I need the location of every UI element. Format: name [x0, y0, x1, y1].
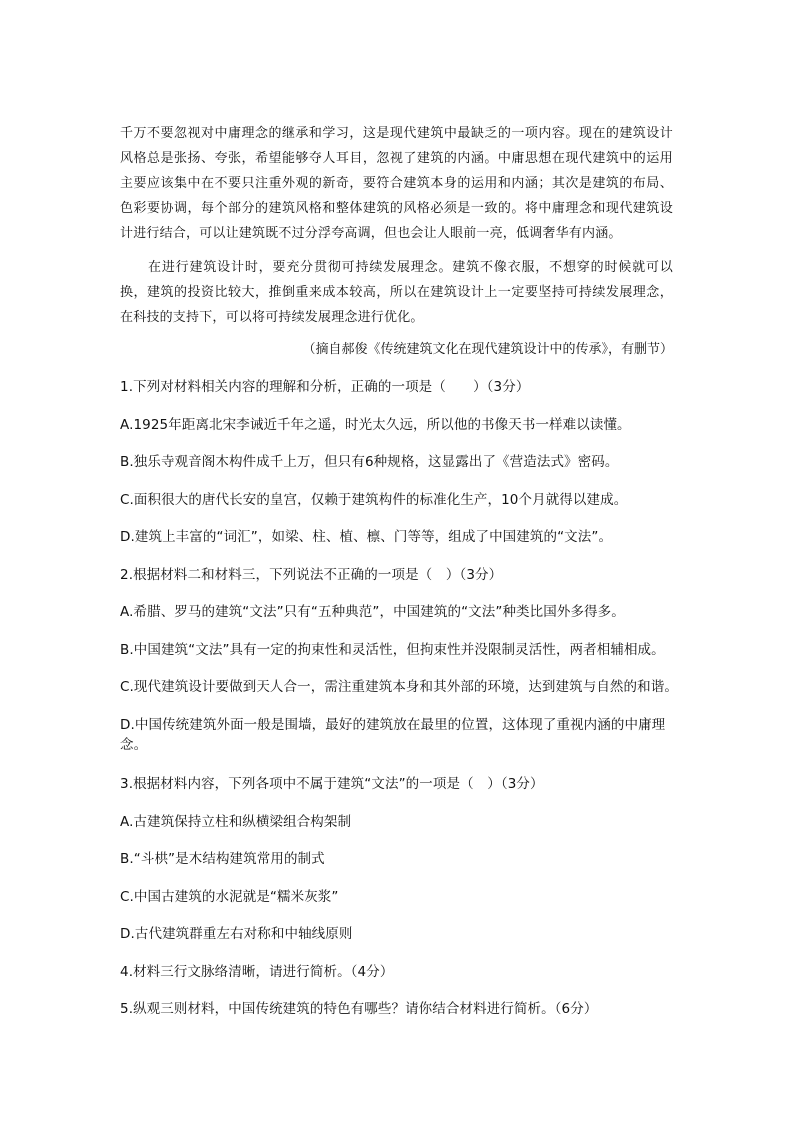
- question-3-option-a: A.古建筑保持立柱和纵横梁组合构架制: [120, 814, 352, 830]
- question-1-option-c: C.面积很大的唐代长安的皇宫，仅赖于建筑构件的标准化生产，10个月就得以建成。: [120, 492, 628, 508]
- question-1-stem: 1.下列对材料相关内容的理解和分析，正确的一项是（ ）（3分）: [120, 379, 530, 395]
- question-1-option-a: A.1925年距离北宋李诫近千年之遥，时光太久远，所以他的书像天书一样难以读懂。: [120, 417, 631, 433]
- question-2-option-a: A.希腊、罗马的建筑“文法”只有“五种典范”，中国建筑的“文法”种类比国外多得多。: [120, 604, 625, 620]
- question-3-option-b: B.“斗栱”是木结构建筑常用的制式: [120, 851, 325, 867]
- question-2-option-d: D.中国传统建筑外面一般是围墙，最好的建筑放在最里的位置，这体现了重视内涵的中庸理念。: [120, 717, 666, 753]
- question-2-option-c: C.现代建筑设计要做到天人合一，需注重建筑本身和其外部的环境，达到建筑与自然的和谐。: [120, 679, 678, 695]
- question-2-stem: 2.根据材料二和材料三，下列说法不正确的一项是（ ）（3分）: [120, 567, 503, 583]
- question-3-option-d: D.古代建筑群重左右对称和中轴线原则: [120, 926, 353, 942]
- passage-paragraph-1: 千万不要忽视对中庸理念的继承和学习，这是现代建筑中最缺乏的一项内容。现在的建筑设计风格总是张扬、夸张，希望能够夺人耳目，忽视了建筑的内涵。中庸思想在现代建筑中的运用主要应该集中在不要只注重外观的新奇，要符合建筑本身的运用和内涵；其次是建筑的布局、色彩要协调，每个部分的建筑风格和整体建筑的风格必须是一致的。将中庸理念和现代建筑设计进行结合，可以让建筑既不过分浮夸高调，但也会让人眼前一亮，低调奢华有内涵。: [120, 126, 673, 241]
- question-4-stem: 4.材料三行文脉络清晰，请进行简析。（4分）: [120, 964, 394, 980]
- question-1-option-b: B.独乐寺观音阁木构件成千上万，但只有6种规格，这显露出了《营造法式》密码。: [120, 454, 619, 470]
- question-2-option-b: B.中国建筑“文法”具有一定的拘束性和灵活性，但拘束性并没限制灵活性，两者相辅相成。: [120, 642, 665, 658]
- passage-paragraph-2: 在进行建筑设计时，要充分贯彻可持续发展理念。建筑不像衣服，不想穿的时候就可以换，建筑的投资比较大，推倒重来成本较高，所以在建筑设计上一定要坚持可持续发展理念，在科技的支持下，可以将可持续发展理念进行优化。: [120, 260, 673, 325]
- passage-source-citation: （摘自郝俊《传统建筑文化在现代建筑设计中的传承》，有删节）: [302, 342, 673, 357]
- question-3-option-c: C.中国古建筑的水泥就是“糯米灰浆”: [120, 889, 339, 905]
- question-1-option-d: D.建筑上丰富的“词汇”，如梁、柱、植、檩、门等等，组成了中国建筑的“文法”。: [120, 529, 613, 545]
- question-3-stem: 3.根据材料内容，下列各项中不属于建筑“文法”的一项是（ ）（3分）: [120, 776, 544, 792]
- question-5-stem: 5.纵观三则材料，中国传统建筑的特色有哪些？请你结合材料进行简析。（6分）: [120, 1001, 598, 1017]
